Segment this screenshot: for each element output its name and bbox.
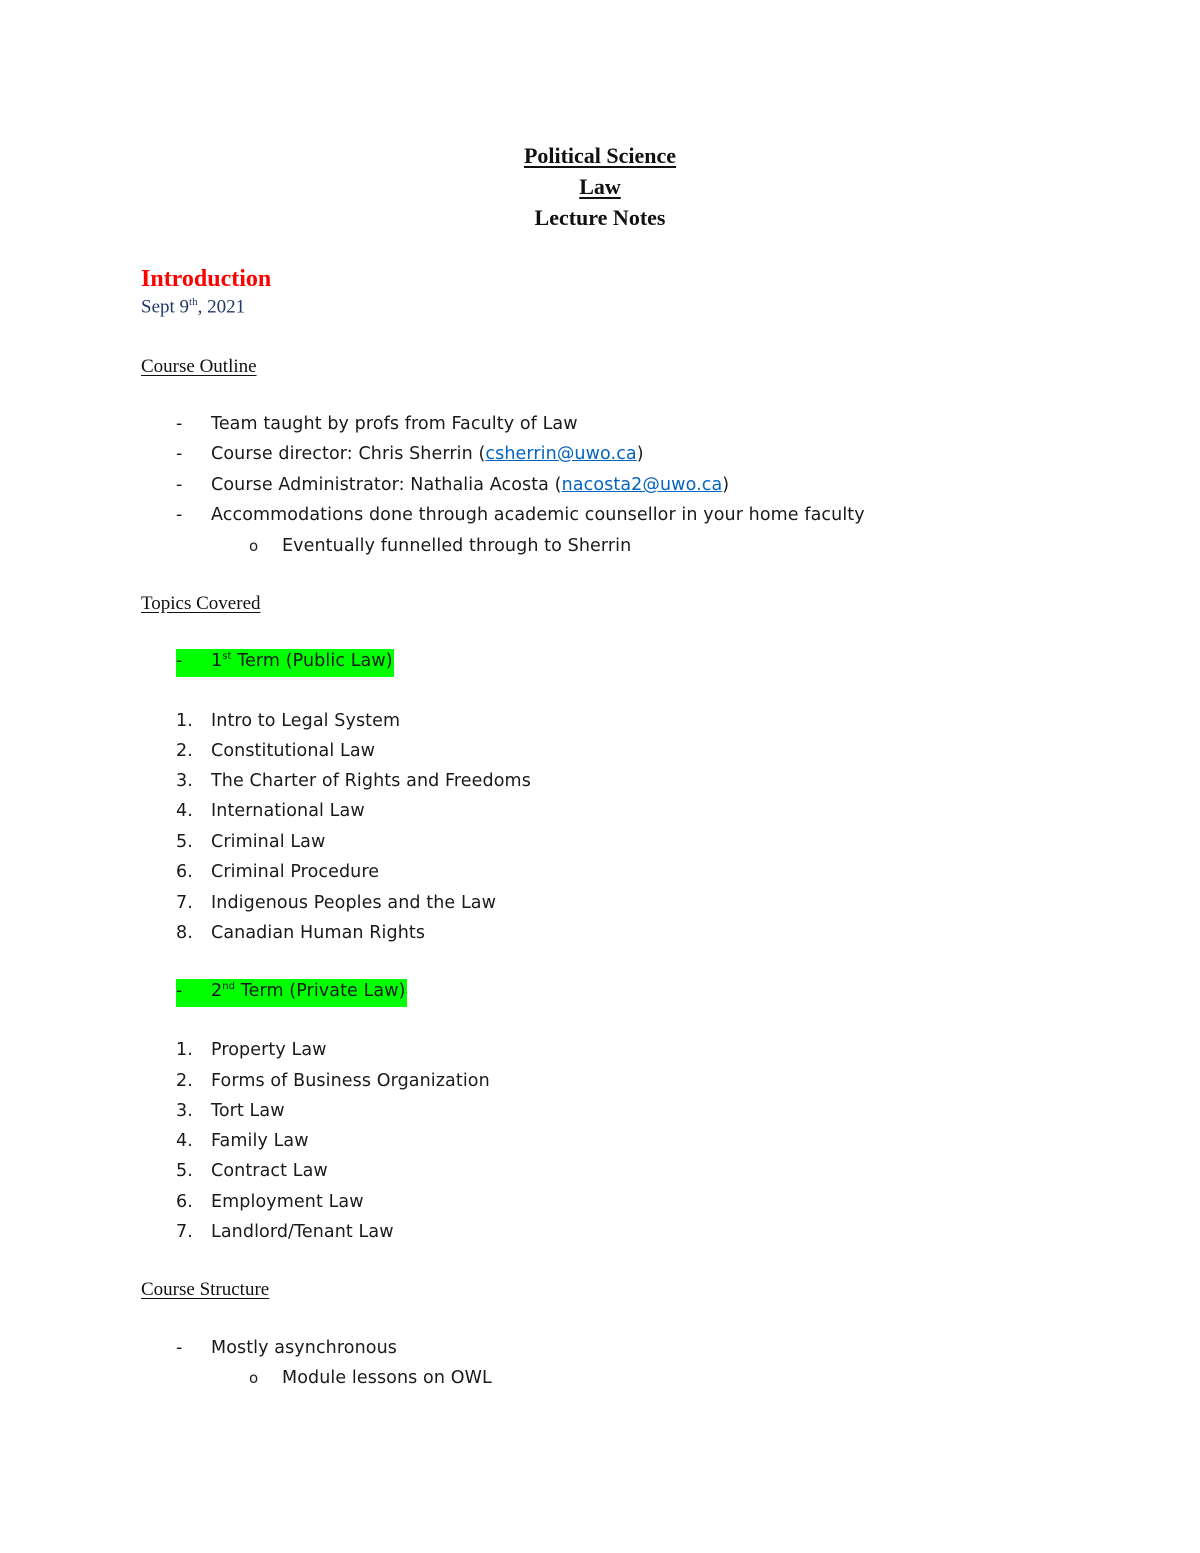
- list-item: Indigenous Peoples and the Law: [211, 893, 497, 913]
- outline-item-administrator: Course Administrator: Nathalia Acosta (nacosta2@uwo.ca): [211, 475, 730, 495]
- list-number: 1.: [176, 1040, 193, 1060]
- list-item: Criminal Procedure: [211, 862, 380, 882]
- list-item: International Law: [211, 801, 365, 821]
- list-number: 3.: [176, 1101, 193, 1121]
- list-number: 8.: [176, 923, 193, 943]
- term1-heading: - 1st Term (Public Law): [176, 649, 394, 677]
- course-outline-heading: Course Outline: [141, 356, 257, 377]
- bullet-dash: -: [176, 505, 183, 525]
- list-number: 5.: [176, 1161, 193, 1181]
- list-item: The Charter of Rights and Freedoms: [211, 771, 531, 791]
- list-number: 6.: [176, 1192, 193, 1212]
- list-number: 6.: [176, 862, 193, 882]
- bullet-dash: -: [176, 414, 183, 434]
- bullet-dash: -: [176, 1338, 183, 1358]
- list-item: Property Law: [211, 1040, 327, 1060]
- list-item: Landlord/Tenant Law: [211, 1222, 394, 1242]
- list-item: Canadian Human Rights: [211, 923, 426, 943]
- bullet-dash: -: [176, 475, 183, 495]
- sub-bullet-marker: o: [249, 1369, 259, 1387]
- list-number: 5.: [176, 832, 193, 852]
- term2-heading: - 2nd Term (Private Law): [176, 979, 407, 1007]
- list-item: Contract Law: [211, 1161, 328, 1181]
- structure-item: Mostly asynchronous: [211, 1338, 397, 1358]
- course-structure-heading: Course Structure: [141, 1279, 270, 1300]
- list-number: 7.: [176, 893, 193, 913]
- lecture-date: Sept 9th, 2021: [141, 296, 246, 318]
- document-heading: Lecture Notes: [534, 205, 666, 230]
- list-item: Employment Law: [211, 1192, 364, 1212]
- list-number: 2.: [176, 1071, 193, 1091]
- document-subtitle: Law: [579, 174, 621, 199]
- outline-subitem: Eventually funnelled through to Sherrin: [282, 536, 632, 556]
- list-item: Forms of Business Organization: [211, 1071, 490, 1091]
- list-number: 3.: [176, 771, 193, 791]
- list-item: Constitutional Law: [211, 741, 376, 761]
- director-email-link[interactable]: csherrin@uwo.ca: [485, 444, 637, 464]
- topics-covered-heading: Topics Covered: [141, 593, 261, 614]
- list-number: 2.: [176, 741, 193, 761]
- outline-item: Team taught by profs from Faculty of Law: [211, 414, 578, 434]
- bullet-dash: -: [176, 444, 183, 464]
- outline-item-director: Course director: Chris Sherrin (csherrin@uwo.ca): [211, 444, 644, 464]
- sub-bullet-marker: o: [249, 537, 259, 555]
- list-number: 4.: [176, 801, 193, 821]
- document-title: Political Science: [523, 143, 677, 168]
- list-number: 4.: [176, 1131, 193, 1151]
- list-item: Tort Law: [211, 1101, 285, 1121]
- structure-subitem: Module lessons on OWL: [282, 1368, 492, 1388]
- list-number: 7.: [176, 1222, 193, 1242]
- list-item: Family Law: [211, 1131, 309, 1151]
- list-item: Criminal Law: [211, 832, 326, 852]
- list-item: Intro to Legal System: [211, 711, 401, 731]
- section-title: Introduction: [141, 266, 272, 292]
- list-number: 1.: [176, 711, 193, 731]
- administrator-email-link[interactable]: nacosta2@uwo.ca: [561, 475, 723, 495]
- outline-item: Accommodations done through academic counsellor in your home faculty: [211, 505, 865, 525]
